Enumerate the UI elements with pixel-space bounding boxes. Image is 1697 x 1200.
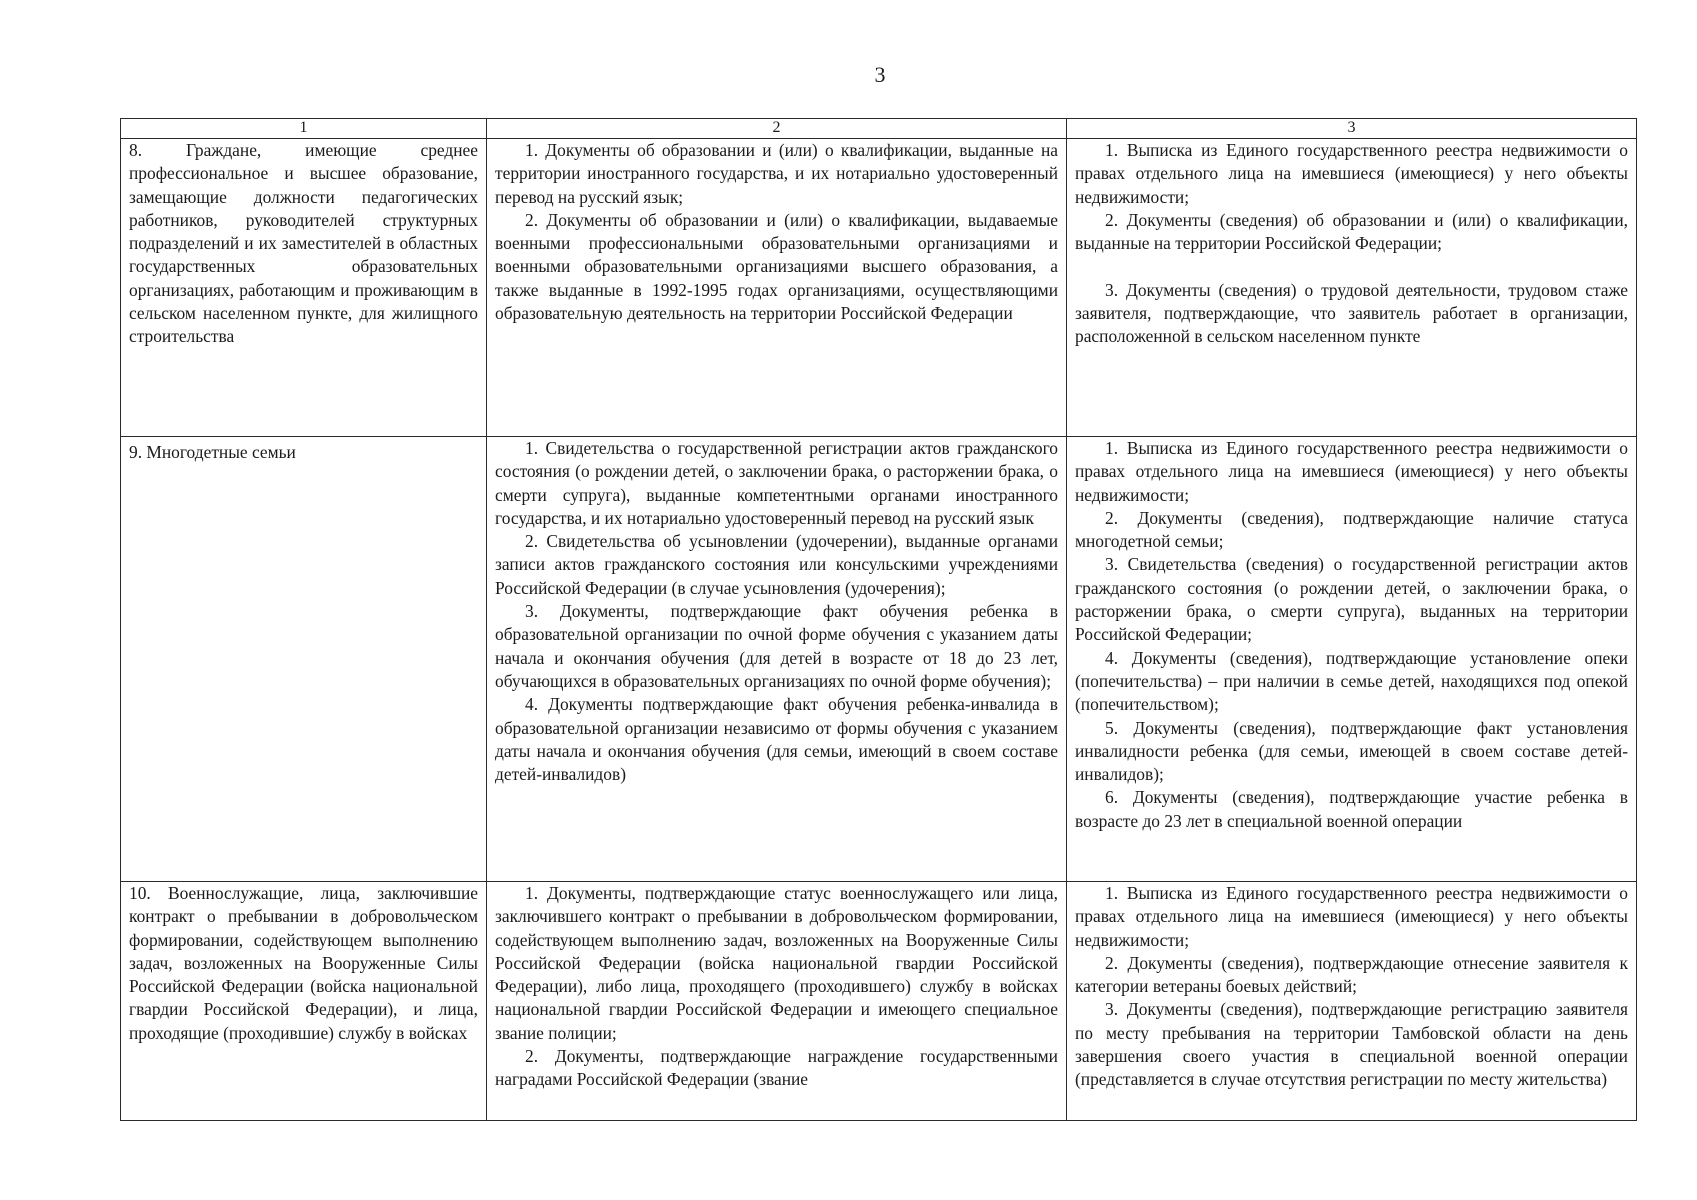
foreign-documents-cell	[487, 437, 1067, 882]
document-item: 2. Документы (сведения), подтверждающие наличие статуса многодетной семьи;	[1075, 507, 1628, 552]
document-item: 4. Документы (сведения), подтверждающие установление опеки (попечительства) – при наличии в семье детей, находящихся под опекой (попечительством);	[1075, 647, 1628, 715]
table-row	[121, 437, 1637, 882]
table-row	[121, 139, 1637, 437]
table-header-row	[121, 119, 1637, 139]
category-cell	[121, 437, 487, 882]
documents-table	[120, 118, 1637, 1121]
category-cell	[121, 139, 487, 437]
document-item: 1. Документы, подтверждающие статус военнослужащего или лица, заключившего контракт о пребывании в добровольческом формировании, содействующем выполнению задач, возложенных на Вооруженные Силы Российской Федерации (войска национальной гвардии Российской Федерации), либо лица, проходящего (проходившего) службу в войсках национальной гвардии Российской Федерации и имеющего специальное звание полиции;	[495, 883, 1058, 1043]
category-text: 10. Военнослужащие, лица, заключившие контракт о пребывании в добровольческом формировании, содействующем выполнению задач, возложенных на Вооруженные Силы Российской Федерации (войска национальной гвардии Российской Федерации), и лица, проходящие (проходившие) службу в войсках	[129, 883, 478, 1043]
foreign-documents-cell	[487, 139, 1067, 437]
document-item: 2. Документы об образовании и (или) о квалификации, выдаваемые военными профессиональными образовательными организациями и военными образовательными организациями высшего образования, а также выданные в 1992-1995 годах организациями, осуществляющими образовательную деятельность на территории Российской Федерации	[495, 209, 1058, 324]
column-header-3: 3	[1067, 119, 1637, 139]
blank-line	[1075, 255, 1628, 278]
document-item: 4. Документы подтверждающие факт обучения ребенка-инвалида в образовательной организации независимо от формы обучения с указанием даты начала и окончания обучения (для семьи, имеющий в своем составе детей-инвалидов)	[495, 694, 1058, 785]
requested-documents-cell	[1067, 882, 1637, 1121]
document-item: 6. Документы (сведения), подтверждающие участие ребенка в возрасте до 23 лет в специальной военной операции	[1075, 787, 1628, 831]
document-item: 5. Документы (сведения), подтверждающие факт установления инвалидности ребенка (для семьи, имеющей в своем составе детей-инвалидов);	[1075, 717, 1628, 785]
document-item: 1. Выписка из Единого государственного реестра недвижимости о правах отдельного лица на имевшиеся (имеющиеся) у него объекты недвижимости;	[1075, 883, 1628, 950]
category-text: 9. Многодетные семьи	[129, 442, 296, 462]
document-item: 2. Свидетельства об усыновлении (удочерении), выданные органами записи актов гражданского состояния или консульскими учреждениями Российской Федерации (в случае усыновления (удочерения);	[495, 531, 1058, 598]
requested-documents-cell	[1067, 437, 1637, 882]
document-item: 3. Свидетельства (сведения) о государственной регистрации актов гражданского состояния (о рождении детей, о заключении брака, о расторжении брака, о смерти супруга), выданных на территории Российской Федерации;	[1075, 554, 1628, 645]
page-number: 3	[874, 62, 886, 87]
column-header-2: 2	[487, 119, 1067, 139]
table-row	[121, 882, 1637, 1121]
document-item: 3. Документы (сведения) о трудовой деятельности, трудовом стаже заявителя, подтверждающие, что заявитель работает в организации, расположенной в сельском населенном пункте	[1075, 279, 1628, 347]
column-header-1: 1	[121, 119, 487, 139]
document-item: 3. Документы, подтверждающие факт обучения ребенка в образовательной организации по очной форме обучения с указанием даты начала и окончания обучения (для детей в возрасте от 18 до 23 лет, обучающихся в образовательных организациях по очной форме обучения);	[495, 601, 1058, 691]
document-item: 1. Выписка из Единого государственного реестра недвижимости о правах отдельного лица на имевшиеся (имеющиеся) у него объекты недвижимости;	[1075, 438, 1628, 505]
document-item: 3. Документы (сведения), подтверждающие регистрацию заявителя по месту пребывания на территории Тамбовской области на день завершения своего участия в специальной военной операции (представляется в случае отсутствия регистрации по месту жительства)	[1075, 999, 1628, 1090]
category-text: 8. Граждане, имеющие среднее профессиональное и высшее образование, замещающие должности педагогических работников, руководителей структурных подразделений и их заместителей в областных государственных образовательных организациях, работающим и проживающим в сельском населенном пункте, для жилищного строительства	[129, 140, 478, 347]
document-item: 1. Выписка из Единого государственного реестра недвижимости о правах отдельного лица на имевшиеся (имеющиеся) у него объекты недвижимости;	[1075, 140, 1628, 207]
category-cell	[121, 882, 487, 1121]
document-item: 1. Документы об образовании и (или) о квалификации, выданные на территории иностранного государства, и их нотариально удостоверенный перевод на русский язык;	[495, 140, 1058, 207]
requested-documents-cell	[1067, 139, 1637, 437]
document-item: 2. Документы (сведения) об образовании и (или) о квалификации, выданные на территории Российской Федерации;	[1075, 209, 1628, 254]
document-item: 2. Документы, подтверждающие награждение государственными наградами Российской Федерации (звание	[495, 1046, 1058, 1090]
document-item: 2. Документы (сведения), подтверждающие отнесение заявителя к категории ветераны боевых действий;	[1075, 952, 1628, 997]
foreign-documents-cell	[487, 882, 1067, 1121]
document-item: 1. Свидетельства о государственной регистрации актов гражданского состояния (о рождении детей, о заключении брака, о расторжении брака, о смерти супруга), выданные компетентными органами иностранного государства, и их нотариально удостоверенный перевод на русский язык	[495, 438, 1058, 528]
